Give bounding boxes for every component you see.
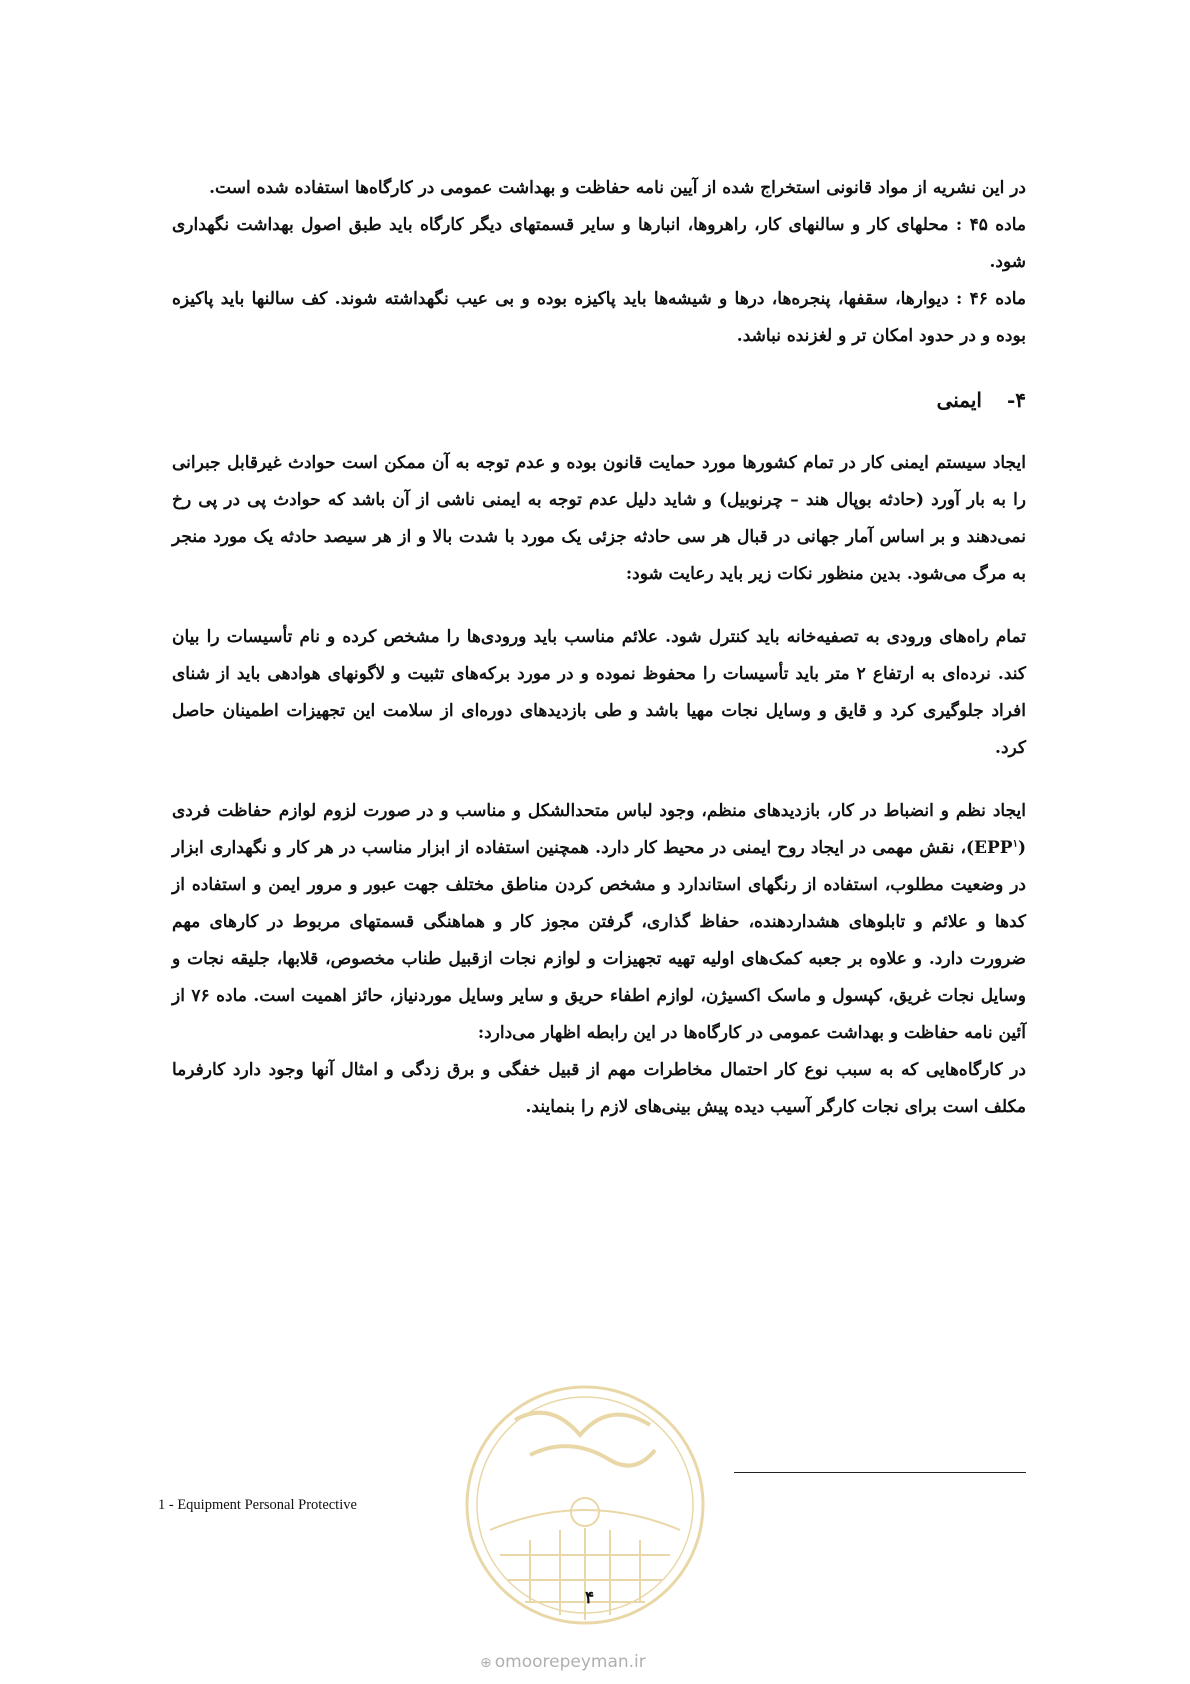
epp-abbreviation: EPP [974, 838, 1013, 858]
footnote-reference[interactable]: ۱ [1012, 838, 1018, 850]
footnote-separator [734, 1472, 1026, 1473]
section-title: ایمنی [936, 388, 982, 412]
article-45-paragraph: ماده ۴۵ : محلهای کار و سالنهای کار، راهروها، انبارها و سایر قسمتهای دیگر کارگاه باید طبق اصول بهداشت نگهداری شود. [172, 215, 1026, 272]
footnote: 1 - Equipment Personal Protective [158, 1497, 357, 1513]
watermark-site [480, 1652, 646, 1672]
body-paragraph-3 [172, 793, 1026, 1052]
body-paragraph-1: ایجاد سیستم ایمنی کار در تمام کشورها مورد حمایت قانون بوده و عدم توجه به آن ممکن است حوادث غیرقابل جبرانی را به بار آورد (حادثه بوپال هند – چرنوبیل) و شاید دلیل عدم توجه به ایمنی ناشی از آن باشد که حوادث پی در پی رخ نمی‌دهند و بر اساس آمار جهانی در قبال هر سی حادثه جزئی یک مورد با شدت بالا و از هر سیصد حادثه یک مورد منجر به مرگ می‌شود. بدین منظور نکات زیر باید رعایت شود: [172, 453, 1026, 584]
globe-icon: ⊕ [480, 1655, 492, 1671]
body-paragraph-2: تمام راه‌های ورودی به تصفیه‌خانه باید کنترل شود. علائم مناسب باید ورودی‌ها را مشخص کرده و نام تأسیسات را بیان کند. نرده‌ای به ارتفاع ۲ متر باید تأسیسات را محفوظ نموده و در مورد برکه‌های تثبیت و لاگونهای هوادهی باید از شنای افراد جلوگیری کرد و قایق و وسایل نجات مهیا باشد و طی بازدیدهای دوره‌ای از سلامت این تجهیزات اطمینان حاصل کرد. [172, 627, 1026, 758]
body-paragraph-3-end: )، نقش مهمی در ایجاد روح ایمنی در محیط کار دارد. همچنین استفاده از ابزار مناسب در هر کار و نگهداری ابزار در وضعیت مطلوب، استفاده از رنگهای استاندارد و مشخص کردن مناطق مختلف جهت عبور و مرور ایمن و استفاده از کدها و علائم و تابلوهای هشداردهنده، حفاظ گذاری، گرفتن مجوز کار و هماهنگی قسمتهای مربوط در کارهای مهم ضرورت دارد. و علاوه بر جعبه کمک‌های اولیه تهیه تجهیزات و لوازم نجات ازقبیل طناب مخصوص، قلابها، جلیقه نجات و وسایل نجات غریق، کپسول و ماسک اکسیژن، لوازم اطفاء حریق و سایر وسایل موردنیاز، حائز اهمیت است. ماده ۷۶ از آئین نامه حفاظت و بهداشت عمومی در کارگاه‌ها در این رابطه اظهار می‌دارد: [172, 838, 1026, 1043]
section-number: ۴- [1006, 388, 1026, 412]
body-paragraph-4: در کارگاه‌هایی که به سبب نوع کار احتمال مخاطرات مهم از قبیل خفگی و برق زدگی و امثال آنها وجود دارد کارفرما مکلف است برای نجات کارگر آسیب دیده پیش بینی‌های لازم را بنمایند. [172, 1060, 1026, 1117]
document-body [172, 170, 1026, 1126]
watermark-url: omoorepeyman.ir [494, 1652, 646, 1672]
intro-paragraph: در این نشریه از مواد قانونی استخراج شده از آیین نامه حفاظت و بهداشت عمومی در کارگاه‌ها استفاده شده است. [209, 178, 1026, 198]
section-heading [172, 385, 1026, 415]
page-number: ۴ [585, 1588, 595, 1608]
article-46-paragraph: ماده ۴۶ : دیوارها، سقفها، پنجره‌ها، درها و شیشه‌ها باید پاکیزه بوده و بی عیب نگهداشته شوند. کف سالنها باید پاکیزه بوده و در حدود امکان تر و لغزنده نباشد. [172, 289, 1026, 346]
body-paragraph-3-start: ایجاد نظم و انضباط در کار، بازدیدهای منظم، وجود لباس متحدالشکل و مناسب و در صورت لزوم لوازم حفاظت فردی ( [172, 801, 1026, 858]
